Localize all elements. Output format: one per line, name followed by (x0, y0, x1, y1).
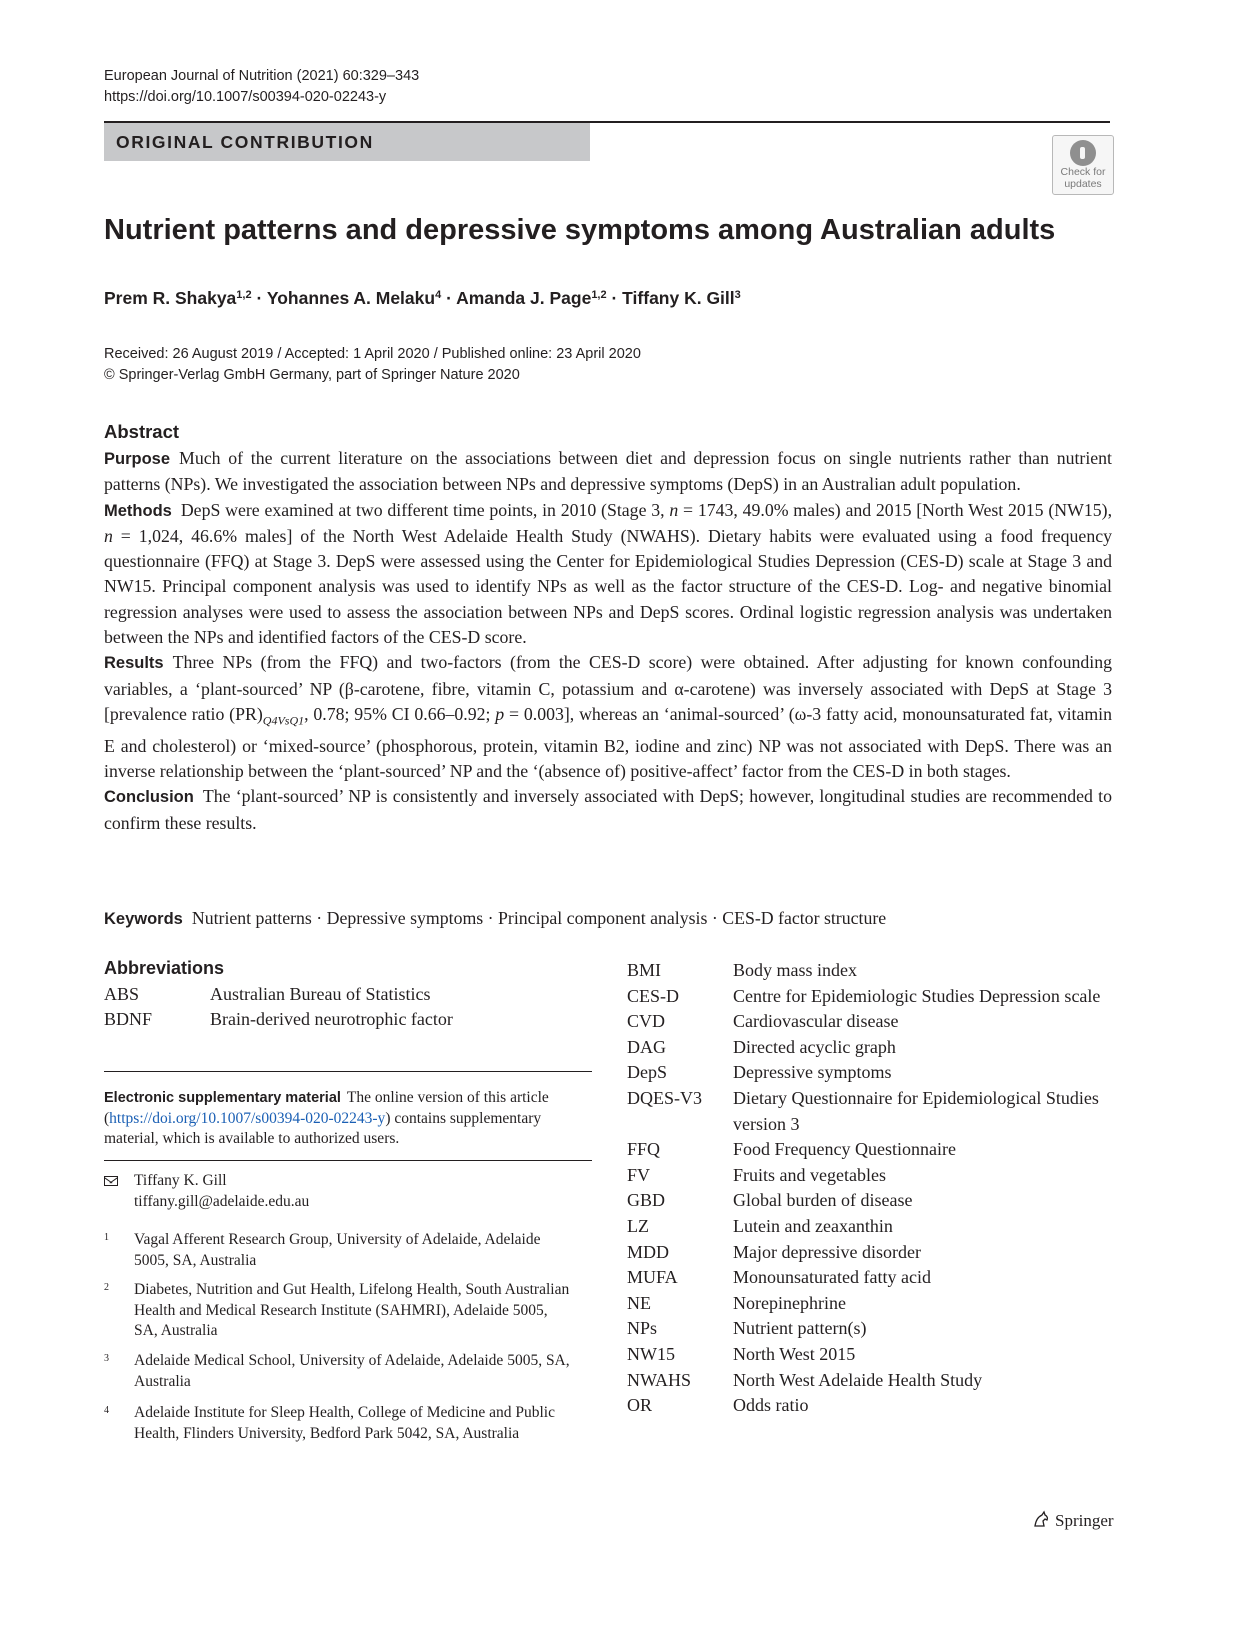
methods-label: Methods (104, 501, 172, 520)
abbreviation-term: MUFA (627, 1267, 678, 1288)
abbreviation-term: BMI (627, 960, 662, 980)
affiliation-number: 4 (104, 1405, 109, 1416)
purpose-text: Much of the current literature on the associations between diet and depression focus on single nutrients rather than nutrient patterns (NPs). We investigated the association between NPs and depressive symptoms (DepS) in an Australian adult population. (104, 448, 1112, 495)
author-affiliation-marker: 1,2 (236, 289, 252, 301)
abbreviations-heading: Abbreviations (104, 958, 225, 978)
affiliation-text: Adelaide Institute for Sleep Health, College of Medicine and Public Health, Flinders University, Bedford Park 5042, SA, Australia (134, 1404, 555, 1442)
abbreviation-term: FV (627, 1164, 651, 1185)
affiliation-text: Adelaide Medical School, University of Adelaide, Adelaide 5005, SA, Australia (134, 1352, 570, 1390)
article-title: Nutrient patterns and depressive symptoms among Australian adults (104, 214, 1056, 246)
author-name: Tiffany K. Gill (622, 288, 735, 308)
abbreviation-row (627, 1035, 1117, 1061)
badge-line-1: Check for (1060, 166, 1106, 178)
publisher-logo (1031, 1509, 1114, 1534)
affiliation-number: 3 (104, 1353, 109, 1364)
abbreviation-term: FFQ (627, 1139, 661, 1160)
esm-doi-link[interactable]: https://doi.org/10.1007/s00394-020-02243-y (109, 1109, 386, 1127)
author-separator: · (441, 288, 457, 308)
abbreviations-left (104, 982, 453, 1033)
correspondence-email[interactable]: tiffany.gill@adelaide.edu.au (134, 1192, 310, 1210)
abbreviation-term: CES-D (627, 985, 680, 1006)
abbreviation-term: NWAHS (627, 1369, 692, 1390)
abbreviation-term: GBD (627, 1190, 666, 1211)
results-text: Three NPs (from the FFQ) and two-factors (from the CES-D score) were obtained. After adjusting for known confounding variables, a ‘plant-sourced’ NP (β-carotene, fibre, vitamin C, potassium and α-carotene) was inversely associated with DepS at Stage 3 [prevalence ratio (PR) (104, 652, 1112, 724)
affiliation (104, 1351, 574, 1392)
abbreviation-definition: Depressive symptoms (733, 1062, 892, 1083)
publisher-name: Springer (1055, 1511, 1114, 1530)
methods-text: = 1743, 49.0% males) and 2015 [North West 2015 (NW15), (678, 499, 1113, 520)
abbreviations-right (627, 958, 1117, 1419)
envelope-icon (104, 1176, 118, 1186)
bookmark-icon (1070, 140, 1096, 166)
affiliation-text: Diabetes, Nutrition and Gut Health, Lifelong Health, South Australian Health and Medical Research Institute (SAHMRI), Adelaide 5005, SA, Australia (134, 1281, 570, 1339)
abbreviation-row (627, 1265, 1117, 1291)
esm-rule (104, 1071, 592, 1072)
abbreviation-row (627, 1393, 1117, 1419)
abbreviation-definition: North West 2015 (733, 1343, 856, 1364)
abbreviation-term: CVD (627, 1011, 666, 1032)
author-name: Amanda J. Page (456, 288, 592, 308)
received-line: Received: 26 August 2019 / Accepted: 1 April 2020 / Published online: 23 April 2020 (104, 346, 641, 362)
abstract-conclusion (104, 784, 1112, 836)
esm-text: ) contains supplementary material, which is available to authorized users. (104, 1109, 542, 1147)
abbreviation-row (627, 1188, 1117, 1214)
results-text: = 0.003], whereas an ‘animal-sourced’ (ω-3 fatty acid, monounsaturated fat, vitamin E and cholesterol) or ‘mixed-source’ (phosphorous, protein, vitamin B2, iodine and zinc) NP was not associated with DepS. There was an inverse relationship between the ‘plant-sourced’ NP and the ‘(absence of) positive-affect’ factor from the CES-D in both stages. (104, 703, 1113, 782)
abbreviation-definition: Brain-derived neurotrophic factor (210, 1009, 453, 1030)
abbreviation-term: MDD (627, 1241, 670, 1262)
abbreviation-definition: Directed acyclic graph (733, 1036, 896, 1057)
abbreviation-row (627, 1316, 1117, 1342)
abbreviation-term: DQES-V3 (627, 1087, 702, 1108)
correspondence-name: Tiffany K. Gill (134, 1172, 227, 1189)
abbreviation-row (627, 1009, 1117, 1035)
abbreviation-definition: Odds ratio (733, 1395, 809, 1416)
abbreviation-term: BDNF (104, 1009, 153, 1030)
affiliation (104, 1280, 574, 1342)
abbreviation-term: LZ (627, 1215, 649, 1236)
abbreviation-row (627, 958, 1117, 984)
abbreviation-definition: Fruits and vegetables (733, 1164, 886, 1185)
abbreviation-definition: Food Frequency Questionnaire (733, 1139, 956, 1160)
author-name: Prem R. Shakya (104, 288, 237, 308)
abbreviation-definition: Global burden of disease (733, 1190, 913, 1211)
methods-text: = 1,024, 46.6% males] of the North West Adelaide Health Study (NWAHS). Dietary habits were evaluated using a food frequency questionnaire (FFQ) at Stage 3. DepS were assessed using the Center for Epidemiological Studies Depression (CES-D) scale at Stage 3 and NW15. Principal component analysis was used to identify NPs as well as the factor structure of the CES-D. Log- and negative binomial regression analyses were used to assess the association between NPs and DepS scores. Ordinal logistic regression analysis was undertaken between the NPs and identified factors of the CES-D score. (104, 525, 1112, 648)
author-separator: · (606, 288, 623, 308)
abbreviation-term: DepS (627, 1062, 667, 1083)
keywords (104, 906, 886, 932)
badge-line-2: updates (1064, 178, 1102, 190)
author-affiliation-marker: 1,2 (591, 289, 607, 301)
check-for-updates-badge[interactable] (1052, 135, 1114, 195)
results-label: Results (104, 654, 164, 673)
affiliation-text: Vagal Afferent Research Group, University of Adelaide, Adelaide 5005, SA, Australia (134, 1231, 541, 1269)
abbreviation-term: ABS (104, 984, 140, 1004)
abbreviation-term: NE (627, 1292, 651, 1313)
methods-text: DepS were examined at two different time points, in 2010 (Stage 3, (180, 499, 670, 520)
section-label: ORIGINAL CONTRIBUTION (116, 132, 374, 152)
abbreviation-definition: Nutrient pattern(s) (733, 1318, 867, 1339)
author-affiliation-marker: 4 (435, 289, 442, 301)
abbreviation-row (627, 1368, 1117, 1394)
abbreviation-definition: Monounsaturated fatty acid (733, 1267, 931, 1288)
abbreviation-definition: Centre for Epidemiologic Studies Depression scale (733, 985, 1101, 1006)
abbreviation-row (627, 1291, 1117, 1317)
esm-label: Electronic supplementary material (104, 1090, 341, 1106)
abbreviation-definition: Body mass index (733, 960, 857, 980)
results-subscript: Q4VsQ1 (262, 713, 305, 728)
affiliation-number: 2 (104, 1282, 109, 1293)
keywords-label: Keywords (104, 910, 183, 928)
abbreviation-term: NW15 (627, 1343, 675, 1364)
abbreviation-definition: North West Adelaide Health Study (733, 1369, 983, 1390)
copyright-line: © Springer-Verlag GmbH Germany, part of Springer Nature 2020 (104, 367, 520, 383)
affiliation (104, 1230, 574, 1271)
abbreviation-definition: Cardiovascular disease (733, 1011, 899, 1032)
abbreviation-row (627, 1214, 1117, 1240)
abstract-results (104, 650, 1112, 784)
abbreviation-definition: Lutein and zeaxanthin (733, 1215, 893, 1236)
section-bar (104, 123, 590, 161)
correspondence-rule (104, 1160, 592, 1161)
esm-text: The online version of this article ( (104, 1089, 549, 1127)
abbreviation-row (627, 1086, 1117, 1137)
abbreviation-row (627, 1060, 1117, 1086)
abstract-purpose (104, 446, 1112, 498)
abbreviation-definition: Norepinephrine (733, 1292, 846, 1313)
correspondence (104, 1171, 309, 1212)
abstract-methods (104, 498, 1112, 651)
methods-n-symbol: n (669, 499, 679, 520)
affiliation-number: 1 (104, 1232, 109, 1243)
conclusion-label: Conclusion (104, 788, 194, 807)
abbreviation-row (627, 1342, 1117, 1368)
conclusion-text: The ‘plant-sourced’ NP is consistently and inversely associated with DepS; however, longitudinal studies are recommended to confirm these results. (104, 786, 1112, 833)
abbreviation-term: DAG (627, 1036, 666, 1057)
abbreviation-row (627, 1163, 1117, 1189)
abbreviation-row (627, 1240, 1117, 1266)
doi-line[interactable]: https://doi.org/10.1007/s00394-020-02243-y (104, 89, 387, 105)
methods-n-symbol: n (104, 525, 113, 546)
journal-line: European Journal of Nutrition (2021) 60:329–343 (104, 68, 420, 84)
publication-dates (104, 344, 641, 386)
abbreviation-term: NPs (627, 1318, 658, 1339)
results-p-symbol: p (495, 703, 505, 724)
author-affiliation-marker: 3 (734, 289, 741, 301)
springer-horse-icon (1031, 1509, 1051, 1534)
author-list (104, 282, 741, 311)
author-name: Yohannes A. Melaku (266, 288, 436, 308)
results-text: , 0.78; 95% CI 0.66–0.92; (304, 703, 496, 724)
abbreviation-definition: Major depressive disorder (733, 1241, 921, 1262)
abbreviation-row (104, 982, 453, 1007)
abbreviation-definition: Australian Bureau of Statistics (210, 984, 431, 1004)
abbreviation-row (627, 984, 1117, 1010)
abbreviation-row (627, 1137, 1117, 1163)
abstract-heading: Abstract (104, 421, 180, 442)
abbreviation-row (104, 1007, 453, 1032)
author-separator: · (251, 288, 267, 308)
supplementary-note (104, 1088, 592, 1150)
affiliation (104, 1403, 574, 1444)
journal-citation (104, 66, 419, 108)
keywords-text: Nutrient patterns · Depressive symptoms · Principal component analysis · CES-D factor structure (191, 908, 887, 928)
purpose-label: Purpose (104, 450, 171, 468)
abbreviation-term: OR (627, 1395, 653, 1416)
abbreviation-definition: Dietary Questionnaire for Epidemiological Studies version 3 (733, 1087, 1099, 1134)
abstract-body (104, 446, 1112, 836)
